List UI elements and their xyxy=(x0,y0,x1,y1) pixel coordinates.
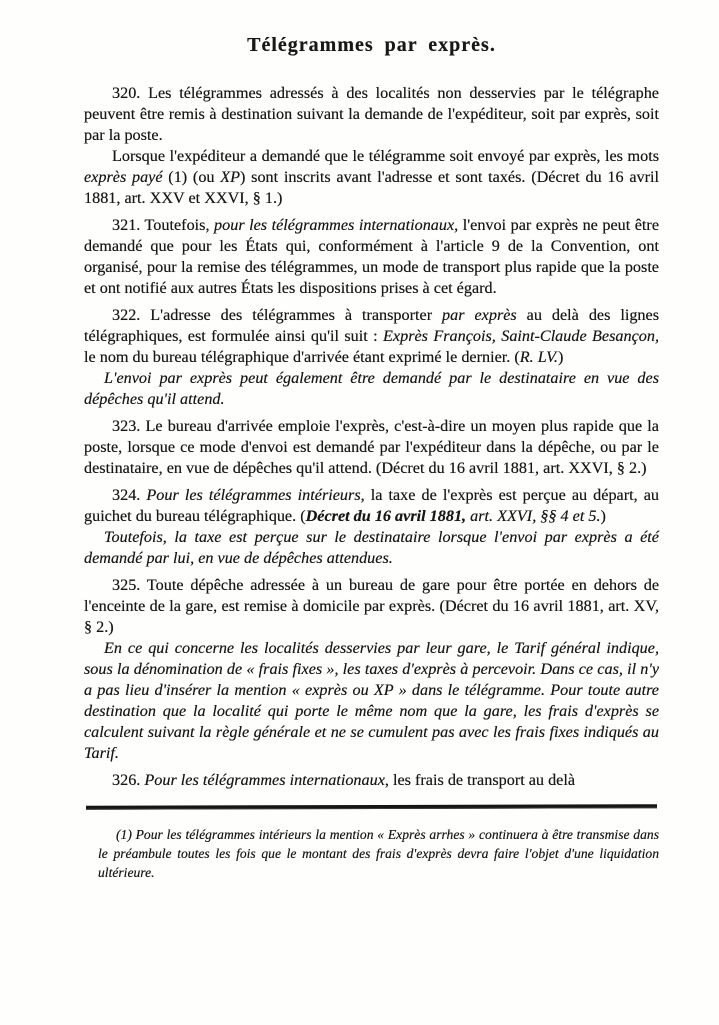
text-run: Exprès François, Saint-Claude Besançon, xyxy=(383,327,660,345)
text-run: 322. L'adresse des télégrammes à transporter xyxy=(112,306,443,324)
text-run: le nom du bureau télégraphique d'arrivée étant exprimé le dernier. ( xyxy=(84,348,520,366)
text-run: (1) (ou xyxy=(162,168,221,186)
para-325-note xyxy=(84,638,659,764)
text-run: L'envoi par exprès peut également être demandé par le destinataire en vue des dépêches qu'il attend. xyxy=(84,369,659,408)
text-run: (1) Pour les télégrammes intérieurs la mention « Exprès arrhes » continuera à être transmise dans le préambule toutes les fois que le montant des frais d'exprès devra faire l'objet d'une liquidation ultérieure. xyxy=(98,827,659,880)
text-run: la taxe de l'exprès est perçue au départ, au guichet du bureau télégraphique. ( xyxy=(84,486,660,525)
text-run: En ce qui concerne les localités desservies par leur gare, le Tarif général indique, sous la dénomination de « frais fixes », les taxes d'exprès à percevoir. Dans ce cas, il n'y a pas lieu d'insérer la mention « exprès ou XP » dans le télégramme. Pour toute autre destination que la localité qui porte le même nom que la gare, les frais d'exprès se calculent suivant la règle générale et ne se cumulent pas avec les frais fixes indiqués au Tarif. xyxy=(84,639,659,762)
para-326 xyxy=(84,770,659,791)
text-run: Toutefois, la taxe est perçue sur le destinataire lorsque l'envoi par exprès a été demandé par lui, en vue de dépêches attendues. xyxy=(84,528,659,567)
text-run: ) sont inscrits avant l'adresse et sont taxés. (Décret du 16 avril 1881, art. XXV et XXVI, § 1.) xyxy=(84,168,660,207)
text-run: , les frais de transport au delà xyxy=(384,771,576,789)
text-run: ) xyxy=(557,348,564,366)
text-run: R. LV. xyxy=(519,348,558,366)
para-321 xyxy=(84,215,659,299)
para-323 xyxy=(84,416,659,479)
para-320 xyxy=(84,83,659,146)
text-run: ) xyxy=(600,507,606,525)
para-320-alinea xyxy=(84,146,659,209)
text-run: Pour les télégrammes intérieurs, xyxy=(146,486,365,504)
footnote-separator-rule xyxy=(86,804,657,809)
para-324 xyxy=(84,485,659,527)
text-run: par exprès xyxy=(442,306,517,324)
text-run: 325. Toute dépêche adressée à un bureau de gare pour être portée en dehors de l'enceinte de la gare, est remise à domicile par exprès. (Décret du 16 avril 1881, art. XV, § 2.) xyxy=(84,576,659,636)
para-325 xyxy=(84,575,659,638)
text-run: 323. Le bureau d'arrivée emploie l'exprès, c'est-à-dire un moyen plus rapide que la poste, lorsque ce mode d'envoi est demandé par l'expéditeur dans la dépêche, ou par le destinataire, en vue de dépêches qu'il attend. (Décret du 16 avril 1881, art. XXVI, § 2.) xyxy=(84,417,659,477)
text-run: exprès payé xyxy=(84,168,163,186)
text-run: pour les télégrammes internationaux, xyxy=(214,216,459,234)
text-run: XP xyxy=(220,168,241,186)
text-run: Décret du 16 avril 1881, xyxy=(305,507,467,525)
footnote xyxy=(84,825,659,882)
para-324-note xyxy=(84,527,659,569)
text-run: 320. Les télégrammes adressés à des localités non desservies par le télégraphe peuvent être remis à destination suivant la demande de l'expéditeur, soit par exprès, soit par la poste. xyxy=(84,84,659,144)
text-run: art. XXVI, §§ 4 et 5. xyxy=(466,507,601,525)
footnote-text xyxy=(98,825,659,882)
text-run: Lorsque l'expéditeur a demandé que le télégramme soit envoyé par exprès, les mots xyxy=(112,147,659,165)
page-title: Télégrammes par exprès. xyxy=(247,34,496,56)
text-run: 326. xyxy=(112,771,145,789)
text-run: au delà des lignes télégraphiques, est formulée ainsi qu'il suit : xyxy=(84,306,660,345)
text-run: l'envoi par exprès ne peut être demandé que pour les États qui, conformément à l'article 9 de la Convention, ont organisé, pour la remise des télégrammes, un mode de transport plus rapide que la poste et ont notifié aux autres États les dispositions prises à cet égard. xyxy=(84,216,660,297)
text-run: 324. xyxy=(112,486,147,504)
text-run: 321. Toutefois, xyxy=(112,216,215,234)
para-322-note xyxy=(84,368,659,410)
text-run: Pour les télégrammes internationaux xyxy=(144,771,385,789)
document-body xyxy=(84,83,659,791)
para-322 xyxy=(84,305,659,368)
